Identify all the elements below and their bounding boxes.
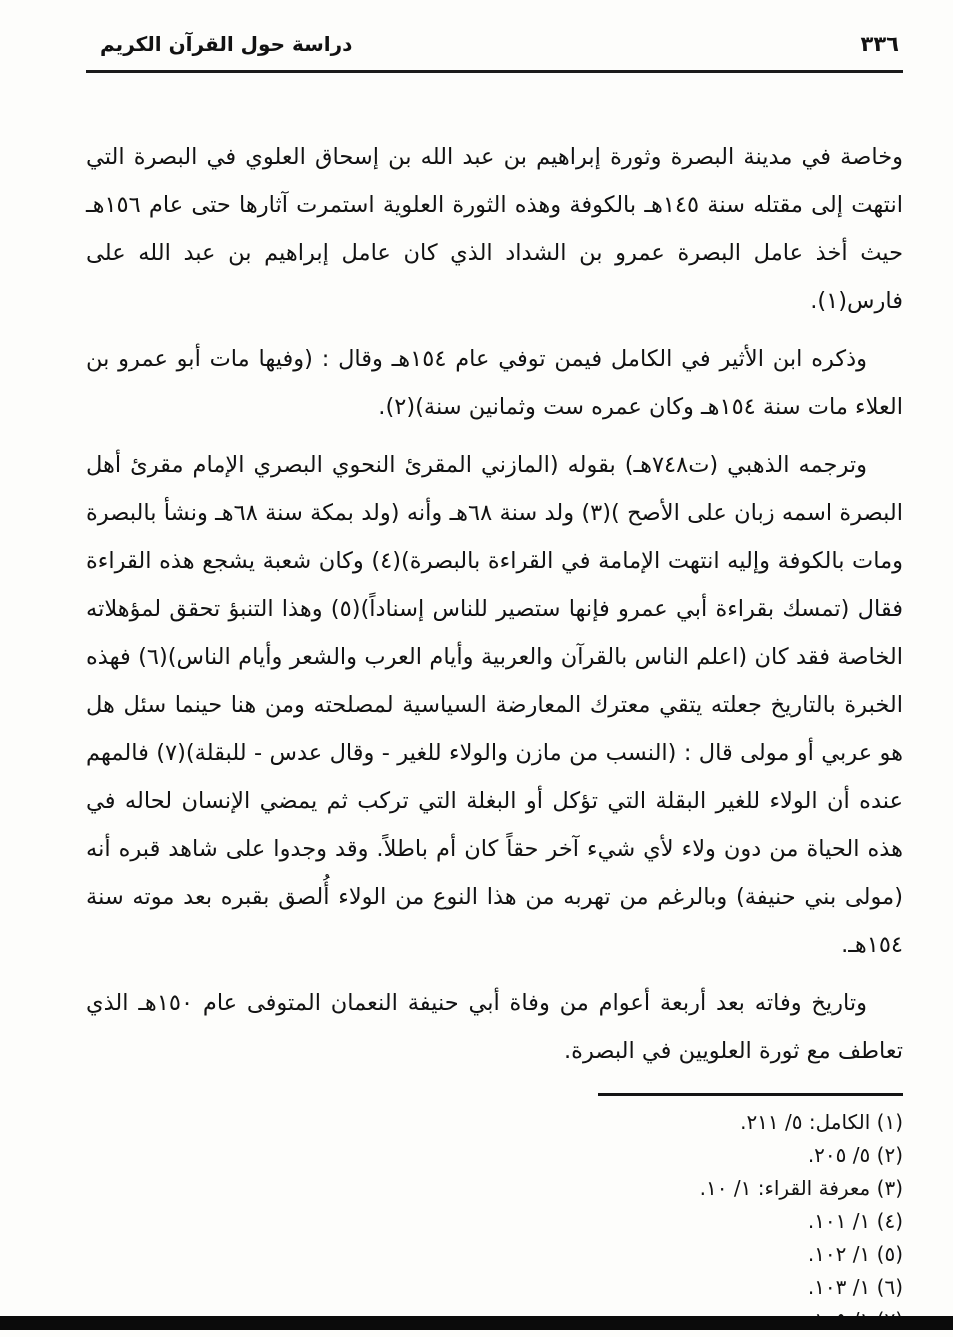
page-body (86, 133, 903, 1075)
page-number: ٣٣٦ (860, 32, 899, 56)
footnote-item: (١) الكامل: ٥/ ٢١١. (740, 1110, 903, 1134)
running-title: دراسة حول القرآن الكريم (100, 32, 353, 56)
scan-edge-artifact (0, 1316, 953, 1330)
body-paragraph: وخاصة في مدينة البصرة وثورة إبراهيم بن عبد الله بن إسحاق العلوي في البصرة التي انتهت إلى مقتله سنة ١٤٥هـ بالكوفة وهذه الثورة العلوية استمرت آثارها حتى عام ١٥٦هـ حيث أخذ عامل البصرة عمرو بن الشداد الذي كان عامل إبراهيم بن عبد الله على فارس(١). (86, 144, 903, 314)
footnote-item: (٦) ١/ ١٠٣. (807, 1275, 903, 1299)
body-paragraph: وترجمه الذهبي (ت٧٤٨هـ) بقوله (المازني المقرئ النحوي البصري الإمام مقرئ أهل البصرة اسمه زبان على الأصح )(٣) ولد سنة ٦٨هـ وأنه (ولد بمكة سنة ٦٨هـ ونشأ بالبصرة ومات بالكوفة وإليه انتهت الإمامة في القراءة بالبصرة)(٤) وكان شعبة يشجع هذه القراءة فقال (تمسك بقراءة أبي عمرو فإنها ستصير للناس إسناداً)(٥) وهذا التنبؤ تحقق لمؤهلاته الخاصة فقد كان (اعلم الناس بالقرآن والعربية وأيام العرب والشعر وأيام الناس)(٦) فهذه الخبرة بالتاريخ جعلته يتقي معترك المعارضة السياسية لمصلحته ومن هنا حينما سئل هل هو عربي أو مولى قال : (النسب من مازن والولاء للغير - وقال عدس - للبقلة)(٧) فالمهم عنده أن الولاء للغير البقلة التي تؤكل أو البغلة التي تركب ثم يمضي الإنسان لحاله في هذه الحياة من دون ولاء لأي شيء آخر حقاً كان أم باطلاً. وقد وجدوا على شاهد قبره أنه (مولى بني حنيفة) وبالرغم من تهربه من هذا النوع من الولاء أُلصق بقبره بعد موته سنة ١٥٤هـ. (86, 452, 904, 958)
footnotes (86, 1106, 903, 1337)
body-paragraph: وتاريخ وفاته بعد أربعة أعوام من وفاة أبي حنيفة النعمان المتوفى عام ١٥٠هـ الذي تعاطف مع ثورة العلويين في البصرة. (86, 990, 903, 1064)
page-header (86, 26, 903, 73)
body-paragraph: وذكره ابن الأثير في الكامل فيمن توفي عام ١٥٤هـ وقال : (وفيها مات أبو عمرو بن العلاء مات سنة ١٥٤هـ وكان عمره ست وثمانين سنة)(٢). (86, 346, 903, 420)
footnote-item: (٥) ١/ ١٠٢. (807, 1242, 903, 1266)
footnote-item: (٢) ٥/ ٢٠٥. (807, 1143, 903, 1167)
footnote-item: (٤) ١/ ١٠١. (807, 1209, 903, 1233)
footnote-separator (598, 1093, 903, 1096)
footnote-item: (٣) معرفة القراء: ١/ ١٠. (699, 1176, 903, 1200)
